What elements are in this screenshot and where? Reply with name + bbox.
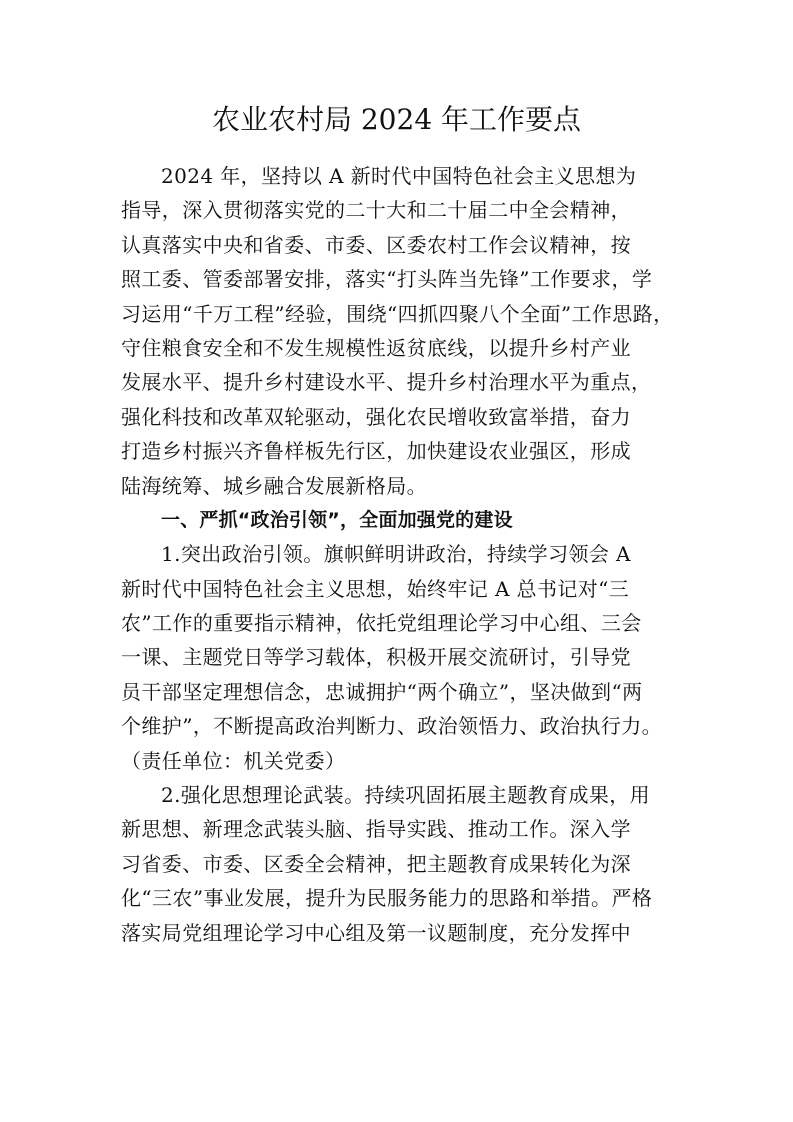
paragraph-line: 照工委、管委部署安排，落实“打头阵当先锋”工作要求，学 <box>121 267 653 292</box>
paragraph-line: 打造乡村振兴齐鲁样板先行区，加快建设农业强区，形成 <box>121 439 631 464</box>
section-heading: 一、严抓“政治引领”，全面加强党的建设 <box>161 508 513 531</box>
paragraph-line: 习运用“千万工程”经验，围绕“四抓四聚八个全面”工作思路， <box>121 301 674 326</box>
paragraph-line: 落实局党组理论学习中心组及第一议题制度，充分发挥中 <box>121 920 631 945</box>
paragraph-line: 1.突出政治引领。旗帜鲜明讲政治，持续学习领会 A <box>161 542 631 567</box>
paragraph-line: 指导，深入贯彻落实党的二十大和二十届二中全会精神， <box>121 198 631 223</box>
paragraph-line: 新思想、新理念武装头脑、指导实践、推动工作。深入学 <box>121 817 631 842</box>
paragraph-line: （责任单位：机关党委） <box>121 748 346 773</box>
paragraph-line: 员干部坚定理想信念，忠诚拥护“两个确立”，坚决做到“两 <box>121 679 643 704</box>
document-title: 农业农村局 2024 年工作要点 <box>211 103 582 136</box>
paragraph-line: 发展水平、提升乡村建设水平、提升乡村治理水平为重点， <box>121 370 652 395</box>
paragraph-line: 强化科技和改革双轮驱动，强化农民增收致富举措，奋力 <box>121 404 631 429</box>
paragraph-line: 个维护”，不断提高政治判断力、政治领悟力、政治执行力。 <box>121 714 663 739</box>
paragraph-line: 习省委、市委、区委全会精神，把主题教育成果转化为深 <box>121 851 631 876</box>
paragraph-line: 化“三农”事业发展，提升为民服务能力的思路和举措。严格 <box>121 886 653 911</box>
paragraph-line: 陆海统筹、城乡融合发展新格局。 <box>121 473 427 498</box>
paragraph-line: 2024 年，坚持以 A 新时代中国特色社会主义思想为 <box>161 164 637 188</box>
paragraph-line: 一课、主题党日等学习载体，积极开展交流研讨，引导党 <box>121 645 631 670</box>
paragraph-line: 认真落实中央和省委、市委、区委农村工作会议精神，按 <box>121 232 631 257</box>
paragraph-line: 守住粮食安全和不发生规模性返贫底线，以提升乡村产业 <box>121 335 631 360</box>
paragraph-line: 2.强化思想理论武装。持续巩固拓展主题教育成果，用 <box>161 783 651 808</box>
document-body <box>121 159 676 950</box>
paragraph-line: 新时代中国特色社会主义思想，始终牢记 A 总书记对“三 <box>121 576 630 601</box>
paragraph-line: 农”工作的重要指示精神，依托党组理论学习中心组、三会 <box>121 611 642 636</box>
